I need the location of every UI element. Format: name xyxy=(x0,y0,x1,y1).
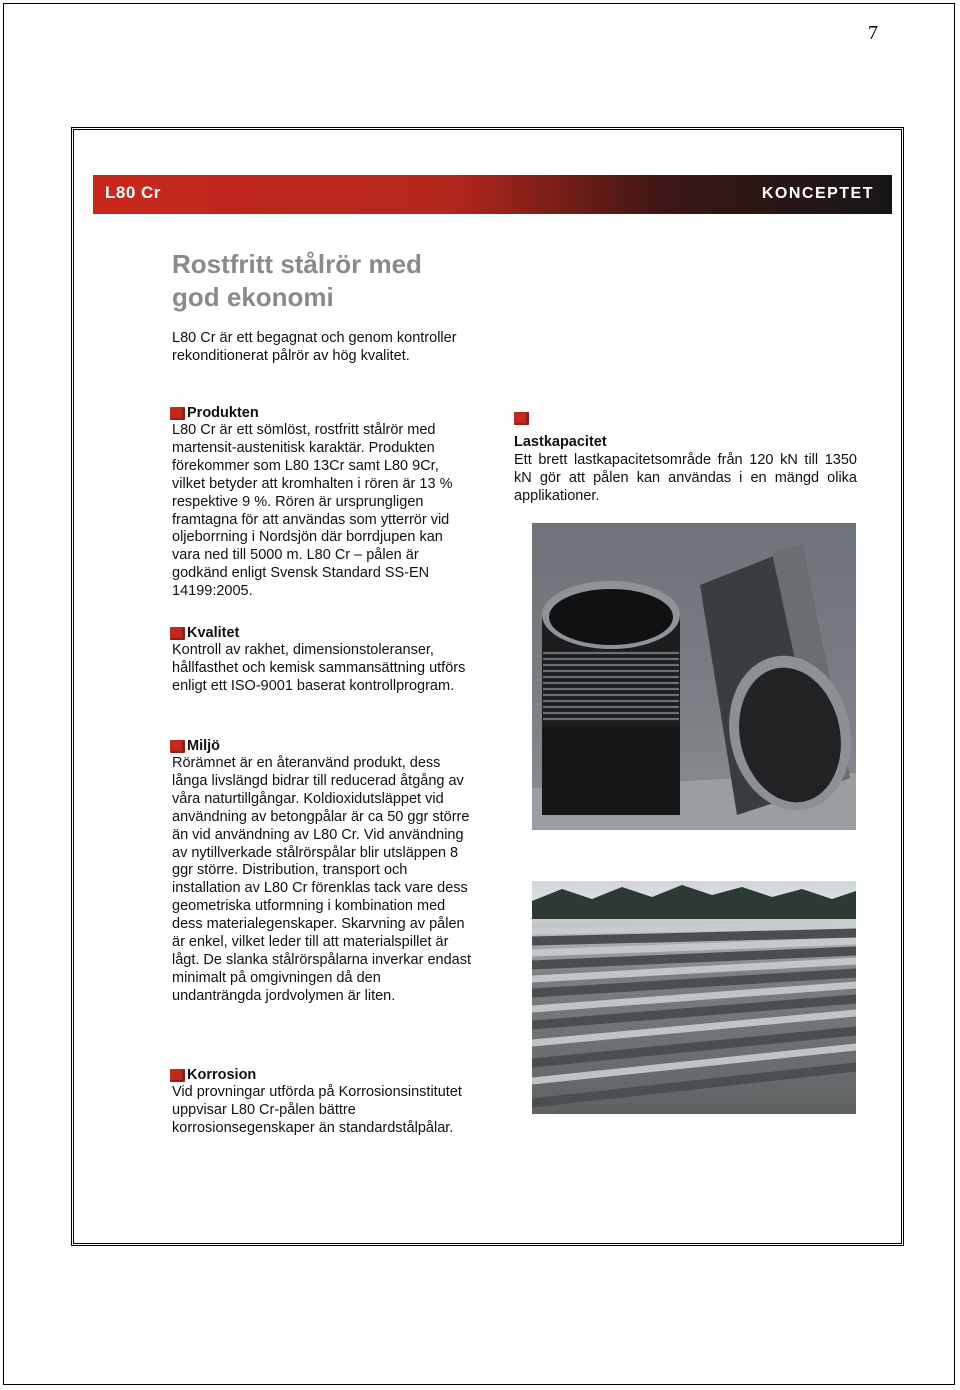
section-body: L80 Cr är ett sömlöst, rostfritt stålrör med martensit-austenitisk karaktär. Produkten förekommer som L80 13Cr samt L80 9Cr, vilket betyder att kromhalten i rören är 13 % respektive 9 %. Rören är ursprungligen framtagna för att användas som ytterrör vid oljeborrning i Nordsjön där borrdjupen kan vara ned till 5000 m. L80 Cr – pålen är godkänd enligt Svensk Standard SS-EN 14199:2005. xyxy=(172,422,453,600)
page-number: 7 xyxy=(868,22,878,44)
section-korrosion xyxy=(172,1066,472,1138)
section-lastkapacitet xyxy=(514,412,857,505)
red-square-bullet-icon xyxy=(170,407,185,420)
header-banner xyxy=(93,175,892,214)
section-heading-text: Produkten xyxy=(187,405,259,421)
banner-product-label: L80 Cr xyxy=(105,183,161,202)
section-heading-text: Korrosion xyxy=(187,1067,257,1083)
red-square-bullet-icon xyxy=(514,412,529,425)
section-heading-text: Kvalitet xyxy=(187,625,240,641)
section-heading-text: Miljö xyxy=(187,738,221,754)
red-square-bullet-icon xyxy=(170,740,185,753)
photo-pipe-sections xyxy=(532,523,856,830)
title-line-1: Rostfritt stålrör med xyxy=(172,249,422,279)
section-heading xyxy=(172,1066,472,1084)
section-body: Rörämnet är en återanvänd produkt, dess långa livslängd bidrar till reducerad åtgång av våra naturtillgångar. Koldioxidutsläppet vid användning av betongpålar är ca 50 ggr större än vid användning av L80 Cr. Vid användning av nytillverkade stålrörspålar blir utsläppen 8 ggr större. Distribution, transport och installation av L80 Cr förenklas tack vare dess geometriska utformning i kombination med dess materialegenskaper. Skarvning av pålen är enkel, vilket leder till att materialspillet är lågt. De slanka stålrörspålarna inverkar endast minimalt på omgivningen då den undanträngda jordvolymen är liten. xyxy=(172,755,472,1004)
section-kvalitet xyxy=(172,624,472,696)
red-square-bullet-icon xyxy=(170,1069,185,1082)
banner-section-label: KONCEPTET xyxy=(761,185,874,202)
section-body: Vid provningar utförda på Korrosionsinstitutet uppvisar L80 Cr-pålen bättre korrosionsegenskaper än standardstålpålar. xyxy=(172,1084,462,1136)
section-heading xyxy=(172,624,472,642)
photo-pipe-storage-field xyxy=(532,881,856,1114)
page-title xyxy=(172,248,502,314)
red-square-bullet-icon xyxy=(170,627,185,640)
section-heading xyxy=(172,737,472,755)
section-miljo xyxy=(172,737,472,1006)
section-body: Ett brett lastkapacitetsområde från 120 kN till 1350 kN gör att pålen kan användas i en mängd olika applikationer. xyxy=(514,452,857,504)
section-body: Kontroll av rakhet, dimensionstoleranser, hållfasthet och kemisk sammansättning utförs enligt ett ISO-9001 baserat kontrollprogram. xyxy=(172,642,466,694)
section-heading xyxy=(172,404,472,422)
intro-paragraph: L80 Cr är ett begagnat och genom kontroller rekonditionerat pålrör av hög kvalitet. xyxy=(172,330,457,364)
section-heading: Lastkapacitet xyxy=(514,434,607,450)
section-produkten xyxy=(172,404,472,601)
title-line-2: god ekonomi xyxy=(172,282,334,312)
